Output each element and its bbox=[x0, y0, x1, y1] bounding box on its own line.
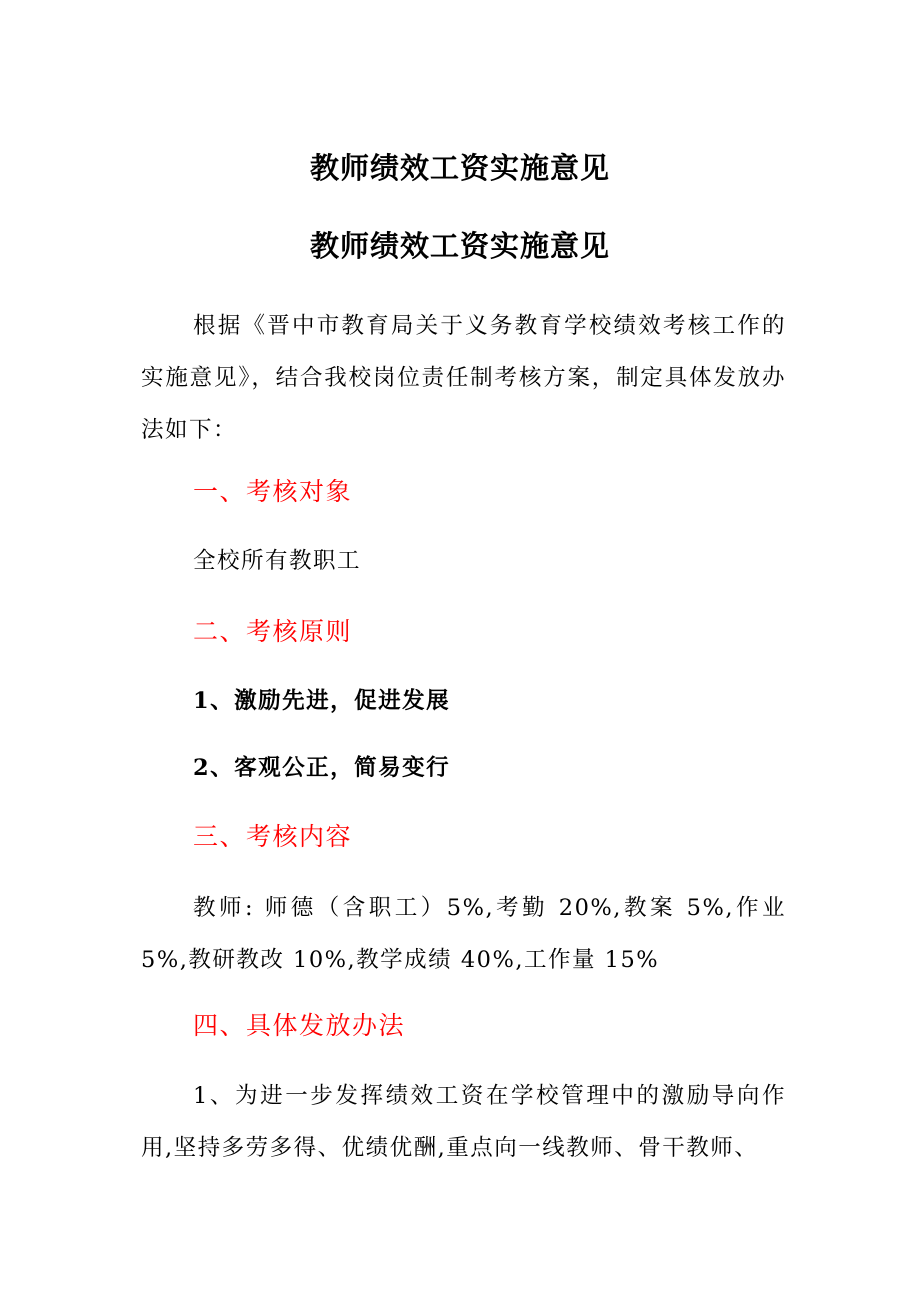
section-heading-content: 三、考核内容 bbox=[193, 822, 353, 851]
intro-paragraph: 根据《晋中市教育局关于义务教育学校绩效考核工作的实施意见》，结合我校岗位责任制考核方案，制定具体发放办法如下： bbox=[141, 313, 786, 443]
principle-item-1: 1、激励先进，促进发展 bbox=[193, 688, 451, 714]
section-body-targets: 全校所有教职工 bbox=[193, 548, 362, 574]
principle-item-2: 2、客观公正，简易变行 bbox=[193, 755, 451, 781]
section-heading-principles: 二、考核原则 bbox=[193, 617, 353, 646]
document-title: 教师绩效工资实施意见 bbox=[309, 151, 610, 185]
content-paragraph: 教师: 师德（含职工）5%,考勤 20%,教案 5%,作业 5%,教研教改 10%,教学成绩 40%,工作量 15% bbox=[141, 895, 786, 973]
section-heading-distribution: 四、具体发放办法 bbox=[193, 1011, 406, 1040]
section-heading-targets: 一、考核对象 bbox=[193, 477, 353, 506]
distribution-paragraph: 1、为进一步发挥绩效工资在学校管理中的激励导向作用,坚持多劳多得、优绩优酬,重点向一线教师、骨干教师、 bbox=[141, 1083, 786, 1161]
document-subtitle: 教师绩效工资实施意见 bbox=[309, 229, 610, 263]
